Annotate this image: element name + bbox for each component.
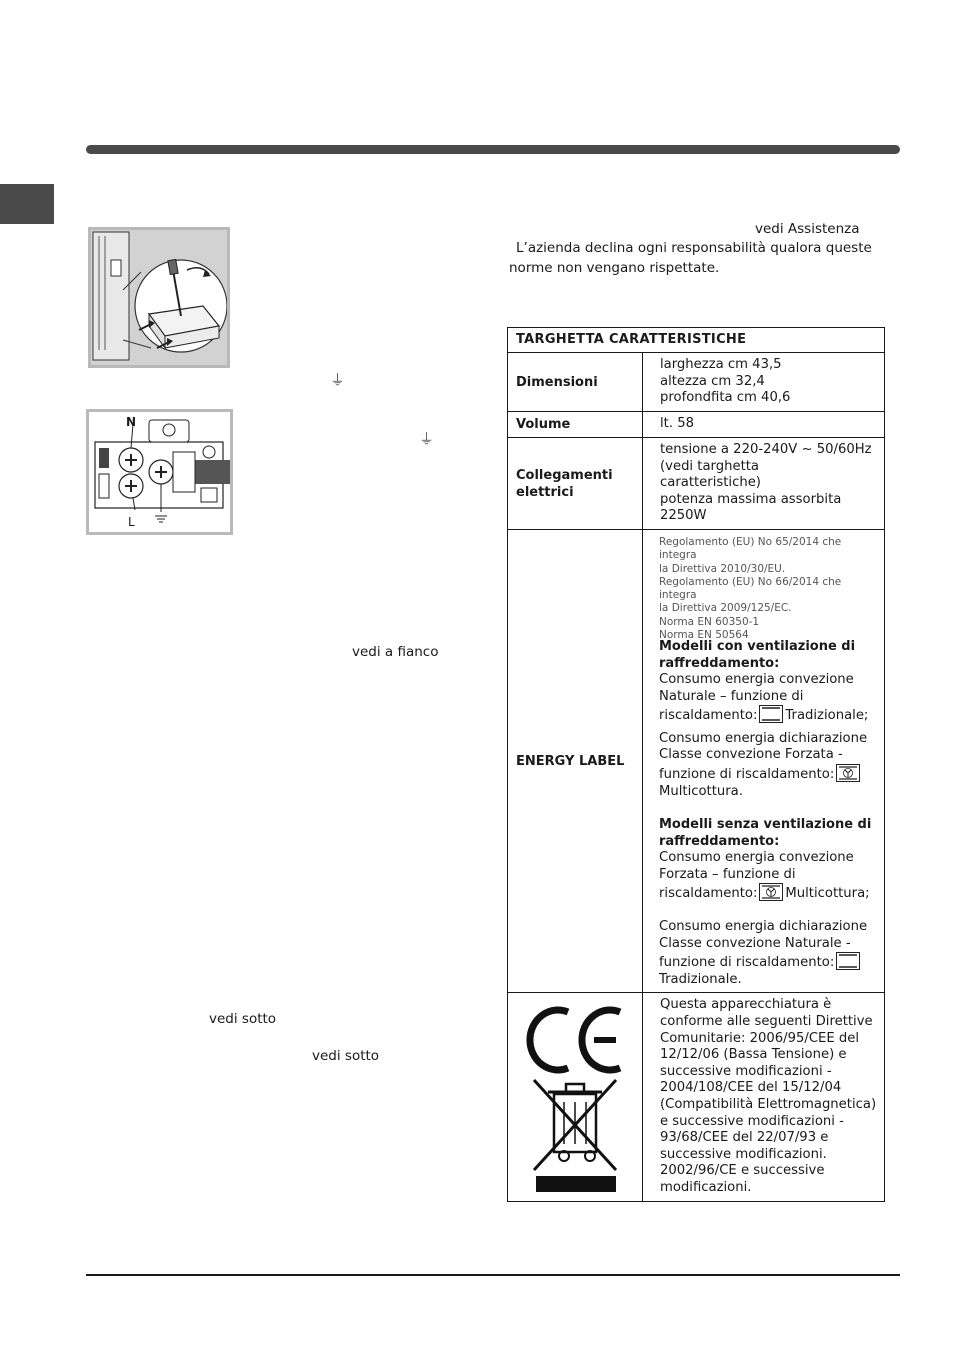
electrical-row bbox=[508, 438, 885, 530]
table-header: TARGHETTA CARATTERISTICHE bbox=[508, 328, 885, 353]
energy-label-row bbox=[508, 530, 885, 993]
reg-line: la Direttiva 2009/125/EC. bbox=[659, 602, 792, 615]
terminal-box-illustration bbox=[91, 230, 227, 365]
dimensions-value bbox=[643, 353, 885, 412]
energy-label: ENERGY LABEL bbox=[508, 530, 643, 993]
conventional-oven-icon bbox=[759, 705, 783, 723]
reg-line: Norma EN 50564 bbox=[659, 629, 749, 642]
energy-value bbox=[643, 530, 885, 993]
wiring-terminal-illustration bbox=[89, 412, 230, 532]
terminal-box-figure bbox=[88, 227, 230, 368]
energy-paragraph-2: Consumo energia dichiarazione Classe convezione Forzata - funzione di riscaldamento:Multicottura. bbox=[659, 730, 868, 799]
ce-symbols-cell bbox=[508, 993, 643, 1201]
voltage-line: tensione a 220-240V ~ 50/60Hz bbox=[660, 442, 872, 458]
multifunction-oven-icon bbox=[836, 764, 860, 782]
plate-ref-line: (vedi targhetta bbox=[660, 458, 759, 474]
volume-value: lt. 58 bbox=[643, 412, 885, 438]
reg-line: Regolamento (EU) No 66/2014 che integra bbox=[659, 575, 842, 602]
energy-paragraph-3: Consumo energia convezione Forzata – funzione di riscaldamento: Multicottura; bbox=[659, 850, 870, 902]
ce-text: Questa apparecchiatura è conforme alle seguenti Direttive Comunitarie: 2006/95/CEE del 12/12/06 (Bassa Tensione) e successive modificazioni - 2004/108/CEE del 15/12/04 (Compatibilità Elettromagnetica) e successive modificazioni - 93/68/CEE del 22/07/93 e successive modificazioni. 2002/96/CE e successive modificazioni. bbox=[643, 993, 885, 1201]
language-tab bbox=[0, 184, 54, 224]
height-line: altezza cm 32,4 bbox=[660, 373, 765, 389]
electrical-value bbox=[643, 438, 885, 530]
reg-line: la Direttiva 2010/30/EU. bbox=[659, 562, 786, 575]
width-line: larghezza cm 43,5 bbox=[660, 357, 782, 373]
see-side-ref: vedi a fianco bbox=[352, 644, 439, 660]
regulations-block bbox=[659, 536, 878, 642]
dimensions-label: Dimensioni bbox=[508, 353, 643, 412]
power-value-line: 2250W bbox=[660, 508, 707, 524]
table-header-row bbox=[508, 328, 885, 353]
ground-symbol: ⏚ bbox=[330, 371, 346, 389]
volume-row bbox=[508, 412, 885, 438]
footer-rule bbox=[86, 1274, 900, 1276]
multifunction-oven-icon bbox=[759, 883, 783, 901]
disclaimer-line-1: L’azienda declina ogni responsabilità qualora queste bbox=[516, 240, 872, 256]
depth-line: profondfita cm 40,6 bbox=[660, 390, 791, 406]
ce-row bbox=[508, 993, 885, 1201]
without-vent-title: Modelli senza ventilazione di raffreddamento: bbox=[659, 817, 872, 850]
spec-table bbox=[507, 327, 885, 1202]
reg-line: Regolamento (EU) No 65/2014 che integra bbox=[659, 536, 842, 562]
weee-bin-icon bbox=[534, 1080, 616, 1192]
power-line: potenza massima assorbita bbox=[660, 491, 842, 507]
ground-symbol-2: ⏚ bbox=[419, 430, 435, 448]
dimensions-row bbox=[508, 353, 885, 412]
see-below-ref-1: vedi sotto bbox=[209, 1011, 277, 1027]
ce-and-weee-symbols bbox=[520, 1002, 630, 1192]
see-assistance-ref: vedi Assistenza bbox=[755, 221, 860, 237]
plate-ref-line-2: caratteristiche) bbox=[660, 475, 761, 491]
reg-line: Norma EN 60350-1 bbox=[659, 615, 760, 628]
ce-mark-icon bbox=[530, 1010, 620, 1070]
energy-paragraph-1: Consumo energia convezione Naturale – funzione di riscaldamento: Tradizionale; bbox=[659, 672, 869, 724]
see-below-ref-2: vedi sotto bbox=[312, 1048, 380, 1064]
volume-label: Volume bbox=[508, 412, 643, 438]
disclaimer-line-2: norme non vengano rispettate. bbox=[509, 260, 720, 276]
conventional-oven-icon bbox=[836, 952, 860, 970]
wiring-figure bbox=[86, 409, 233, 535]
header-bar bbox=[86, 145, 900, 154]
live-label: L bbox=[128, 515, 135, 529]
energy-paragraph-4: Consumo energia dichiarazione Classe convezione Naturale - funzione di riscaldamento:Tradizionale. bbox=[659, 919, 868, 987]
with-vent-title: Modelli con ventilazione di raffreddamento: bbox=[659, 639, 856, 672]
neutral-label: N bbox=[126, 415, 137, 429]
electrical-label: Collegamenti elettrici bbox=[508, 438, 643, 530]
